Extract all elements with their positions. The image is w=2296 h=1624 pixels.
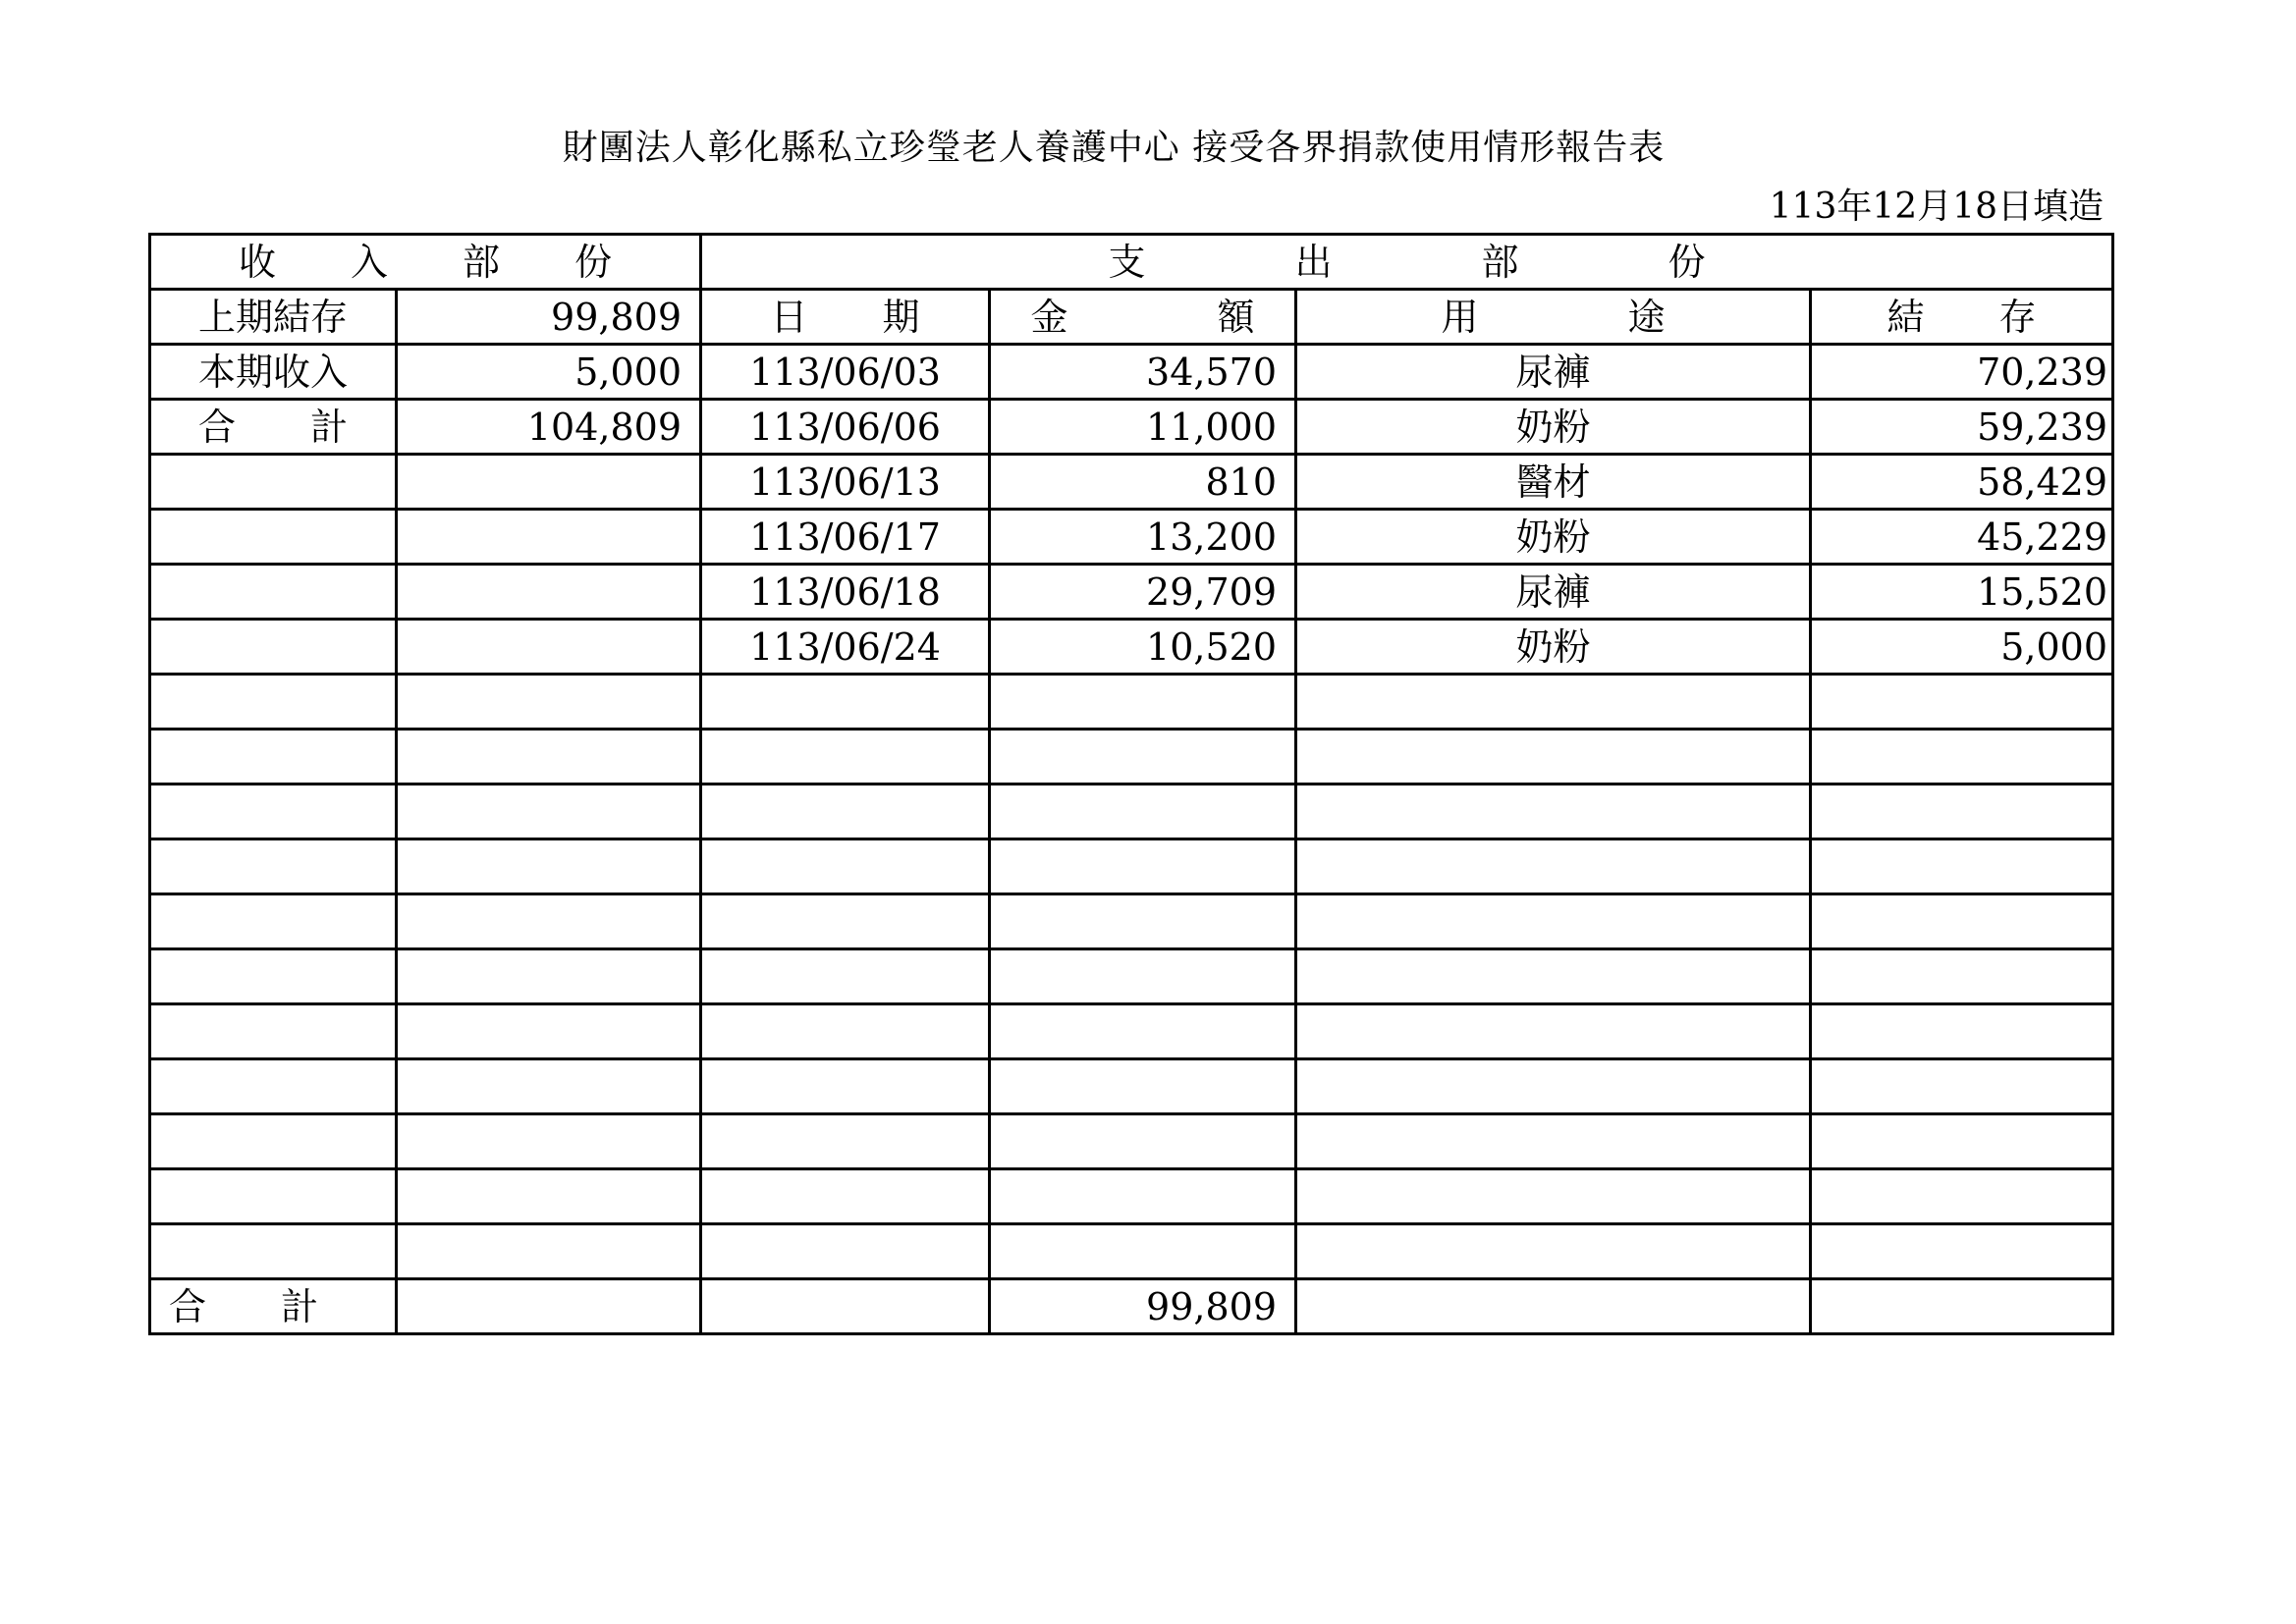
expense-amount: 13,200 [990,510,1296,565]
column-header-amount: 金 額 [990,290,1296,345]
expense-date: 113/06/06 [701,400,990,455]
expense-date: 113/06/18 [701,565,990,620]
expense-total: 99,809 [990,1279,1296,1334]
expense-section-header: 支 出 部 份 [701,235,2113,290]
empty-row [150,785,2113,839]
column-header-purpose: 用 途 [1296,290,1811,345]
expense-date: 113/06/24 [701,620,990,675]
expense-balance: 59,239 [1811,400,2113,455]
expense-balance: 5,000 [1811,620,2113,675]
table-row [150,290,2113,345]
expense-purpose: 醫材 [1296,455,1811,510]
table-row [150,345,2113,400]
expense-purpose: 奶粉 [1296,400,1811,455]
column-header-balance: 結 存 [1811,290,2113,345]
empty-row [150,1169,2113,1224]
income-amount: 99,809 [397,290,701,345]
empty-row [150,839,2113,894]
table-row [150,510,2113,565]
expense-date: 113/06/13 [701,455,990,510]
expense-date: 113/06/17 [701,510,990,565]
expense-amount: 34,570 [990,345,1296,400]
expense-purpose: 尿褲 [1296,565,1811,620]
expense-balance: 45,229 [1811,510,2113,565]
total-row [150,1279,2113,1334]
empty-row [150,675,2113,730]
income-section-header: 收 入 部 份 [150,235,701,290]
expense-date: 113/06/03 [701,345,990,400]
income-label: 合 計 [150,400,397,455]
income-label: 上期結存 [150,290,397,345]
empty-row [150,1224,2113,1279]
column-header-date: 日 期 [701,290,990,345]
table-row [150,620,2113,675]
expense-amount: 10,520 [990,620,1296,675]
expense-amount: 29,709 [990,565,1296,620]
expense-balance: 70,239 [1811,345,2113,400]
expense-purpose: 奶粉 [1296,510,1811,565]
empty-row [150,1059,2113,1114]
empty-row [150,894,2113,949]
expense-balance: 15,520 [1811,565,2113,620]
report-title: 財團法人彰化縣私立珍瑩老人養護中心 接受各界捐款使用情形報告表 [562,128,1666,168]
expense-amount: 11,000 [990,400,1296,455]
income-amount: 5,000 [397,345,701,400]
expense-amount: 810 [990,455,1296,510]
expense-purpose: 奶粉 [1296,620,1811,675]
empty-row [150,730,2113,785]
table-row [150,400,2113,455]
fill-date: 113年12月18日填造 [1769,187,2104,227]
expense-purpose: 尿褲 [1296,345,1811,400]
table-row [150,565,2113,620]
income-amount: 104,809 [397,400,701,455]
total-label: 合 計 [150,1279,397,1334]
empty-row [150,949,2113,1004]
section-header-row [150,235,2113,290]
table-row [150,455,2113,510]
donation-report-table [148,233,2114,1335]
empty-row [150,1114,2113,1169]
income-label: 本期收入 [150,345,397,400]
empty-row [150,1004,2113,1059]
expense-balance: 58,429 [1811,455,2113,510]
